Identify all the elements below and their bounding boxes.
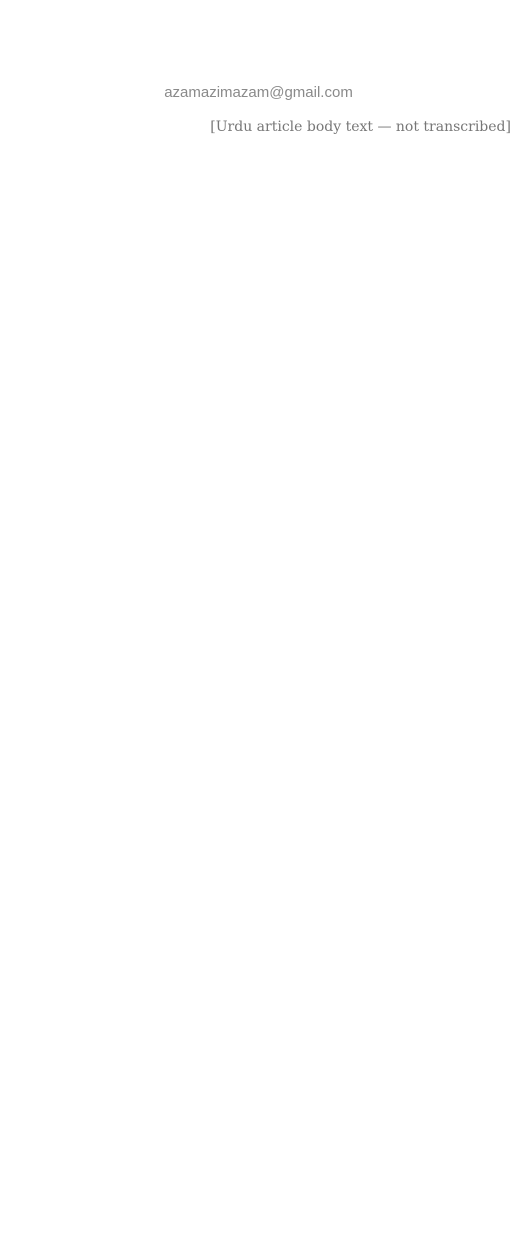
article-body	[18, 112, 511, 143]
article-body-text: [Urdu article body text — not transcribed]	[210, 119, 511, 135]
byline	[18, 80, 511, 104]
author-email: azamazimazam@gmail.com	[164, 83, 353, 101]
